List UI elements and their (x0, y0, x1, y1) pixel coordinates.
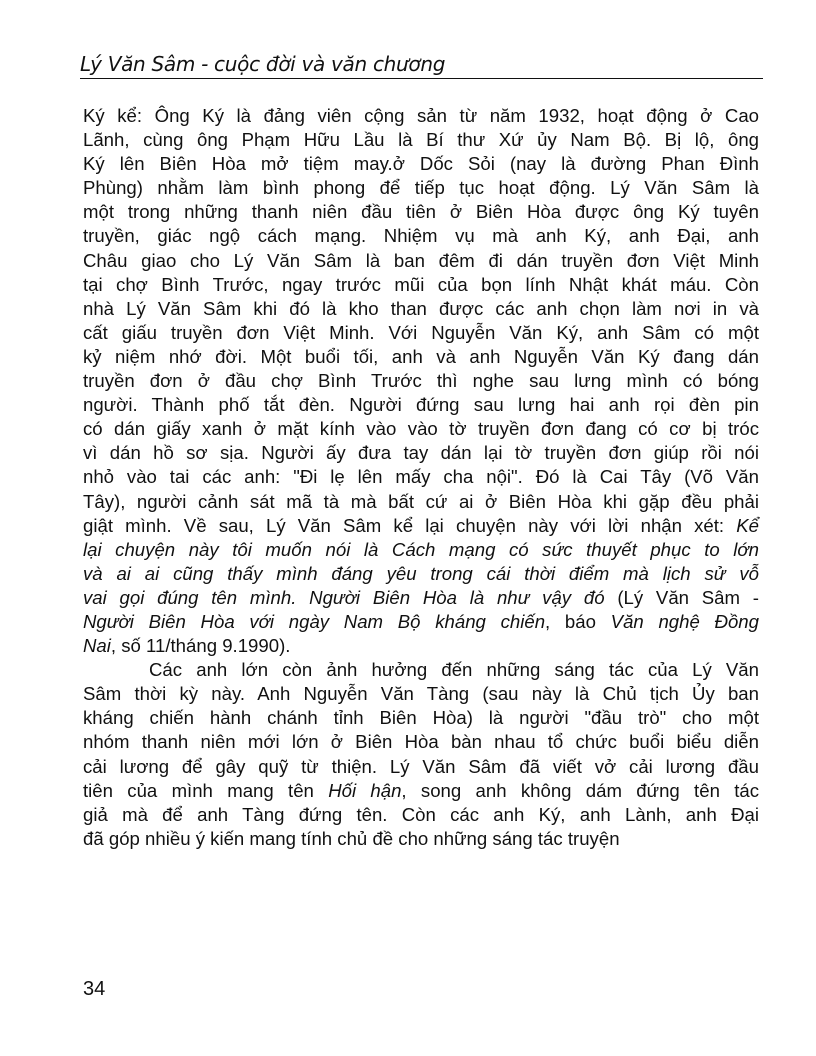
text-run: kỷ niệm nhớ đời. Một buổi tối, anh và anh Nguyễn Văn Ký đang dán (83, 345, 759, 367)
paragraph (83, 104, 759, 658)
text-line (83, 128, 759, 152)
text-run: Ký kể: Ông Ký là đảng viên cộng sản từ năm 1932, hoạt động ở Cao (83, 105, 759, 126)
text-line (83, 176, 759, 200)
text-line (83, 321, 759, 345)
text-run: Các anh lớn còn ảnh hưởng đến những sáng tác của Lý Văn (149, 659, 759, 681)
text-run: đã góp nhiều ý kiến mang tính chủ đề cho những sáng tác truyện (83, 827, 620, 849)
text-line (83, 273, 759, 297)
text-run: , song anh không dám đứng tên tác (401, 779, 760, 801)
text-line (83, 514, 759, 538)
text-line (83, 465, 759, 489)
italic-text: vai gọi đúng tên mình. Người Biên Hòa là như vậy đó (83, 586, 605, 608)
text-line (83, 441, 759, 465)
text-line (83, 730, 759, 754)
italic-text: và ai ai cũng thấy mình đáng yêu trong cái thời điểm mà lịch sử vỗ (83, 562, 759, 584)
text-line (83, 104, 759, 128)
text-line (83, 706, 759, 730)
text-line (83, 562, 759, 586)
text-line (83, 152, 759, 176)
text-line (83, 224, 759, 248)
text-run: (Lý Văn Sâm - (604, 586, 759, 608)
text-line (83, 297, 759, 321)
text-run: người. Thành phố tắt đèn. Người đứng sau lưng hai anh rọi đèn pin (83, 394, 759, 416)
text-run: có dán giấy xanh ở mặt kính vào vào tờ truyền đơn đang có cơ bị tróc (83, 418, 759, 440)
text-run: Lãnh, cùng ông Phạm Hữu Lầu là Bí thư Xứ ủy Nam Bộ. Bị lộ, ông (83, 129, 759, 151)
italic-text: Nai (83, 635, 111, 657)
paragraph (83, 658, 759, 851)
text-run: Châu giao cho Lý Văn Sâm là ban đêm đi dán truyền đơn Việt Minh (83, 249, 759, 271)
text-run: truyền đơn ở đầu chợ Bình Trước thì nghe sau lưng mình có bóng (83, 370, 759, 392)
text-line (83, 755, 759, 779)
text-run: truyền, giác ngộ cách mạng. Nhiệm vụ mà anh Ký, anh Đại, anh (83, 225, 759, 247)
text-run: Tây), người cảnh sát mã tà mà bất cứ ai ở Biên Hòa khi gặp đều phải (83, 490, 759, 512)
running-header: Lý Văn Sâm - cuộc đời và văn chương (80, 52, 763, 79)
text-run: một trong những thanh niên đầu tiên ở Biên Hòa được ông Ký tuyên (83, 201, 759, 223)
text-line (83, 586, 759, 610)
text-run: kháng chiến hành chánh tỉnh Biên Hòa) là người "đầu trò" cho một (83, 707, 759, 729)
text-run: cất giấu truyền đơn Việt Minh. Với Nguyễn Văn Ký, anh Sâm có một (83, 321, 759, 343)
text-run: , báo (545, 610, 611, 632)
text-run: tiên của mình mang tên (83, 779, 329, 801)
text-line (83, 682, 759, 706)
text-line (83, 200, 759, 224)
text-run: nhỏ vào tai các anh: "Đi lẹ lên mấy cha nội". Đó là Cai Tây (Võ Văn (83, 466, 759, 488)
text-line (83, 658, 759, 682)
text-line (83, 634, 759, 658)
text-run: Sâm thời kỳ này. Anh Nguyễn Văn Tàng (sau này là Chủ tịch Ủy ban (83, 683, 759, 705)
page-number: 34 (83, 978, 106, 1000)
italic-text: Kể (736, 514, 759, 536)
body-text (83, 104, 759, 851)
text-line (83, 345, 759, 369)
text-run: tại chợ Bình Trước, ngay trước mũi của bọn lính Nhật khát máu. Còn (83, 273, 759, 295)
text-run: giả mà để anh Tàng đứng tên. Còn các anh Ký, anh Lành, anh Đại (83, 803, 759, 825)
text-line (83, 610, 759, 634)
text-run: , số 11/tháng 9.1990). (110, 635, 291, 657)
text-line (83, 490, 759, 514)
italic-text: Văn nghệ Đồng (610, 610, 759, 632)
text-line (83, 249, 759, 273)
text-run: Ký lên Biên Hòa mở tiệm may.ở Dốc Sỏi (nay là đường Phan Đình (83, 153, 759, 175)
text-line (83, 827, 759, 851)
text-run: nhóm thanh niên mới lớn ở Biên Hòa bàn nhau tổ chức buổi biểu diễn (83, 731, 759, 753)
italic-text: Người Biên Hòa với ngày Nam Bộ kháng chiến (83, 610, 546, 632)
text-line (83, 803, 759, 827)
italic-text: lại chuyện này tôi muốn nói là Cách mạng có sức thuyết phục to lớn (83, 538, 759, 560)
text-run: cải lương để gây quỹ từ thiện. Lý Văn Sâm đã viết vở cải lương đầu (83, 755, 759, 777)
text-line (83, 369, 759, 393)
text-run: nhà Lý Văn Sâm khi đó là kho than được các anh chọn làm nơi in và (83, 297, 759, 319)
text-line (83, 417, 759, 441)
text-run: vì dán hồ sơ sịa. Người ấy đưa tay dán lại tờ truyền đơn giúp rồi nói (83, 442, 759, 464)
text-line (83, 393, 759, 417)
italic-text: Hối hận (328, 779, 402, 801)
text-line (83, 538, 759, 562)
text-run: giật mình. Về sau, Lý Văn Sâm kể lại chuyện này với lời nhận xét: (83, 514, 737, 536)
text-line (83, 779, 759, 803)
text-run: Phùng) nhằm làm bình phong để tiếp tục hoạt động. Lý Văn Sâm là (83, 177, 759, 199)
